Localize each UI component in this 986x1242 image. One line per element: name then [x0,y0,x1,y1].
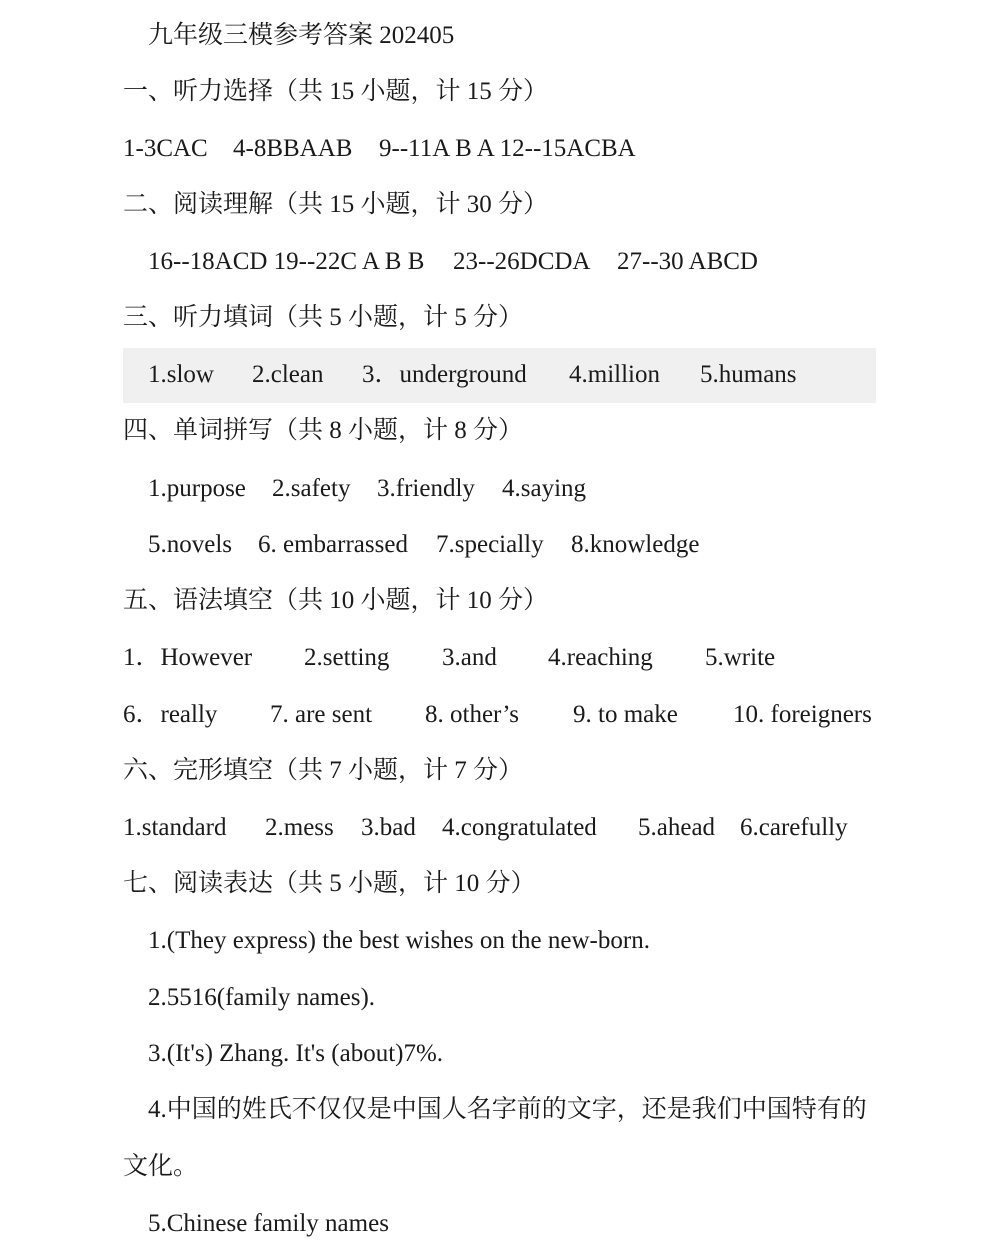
answer-item: 1．However [123,644,253,671]
answer-item: 6.carefully [740,814,848,841]
answer-item: 4.million [569,361,660,388]
answer-item: 8.knowledge [571,531,700,558]
answer-line: 3.(It's) Zhang. It's (about)7%. [148,1040,444,1067]
section-heading-listening-fill: 三、听力填词（共 5 小题，计 5 分） [123,304,524,331]
answer-item: 2.clean [252,361,324,388]
answer-item: 5.novels [148,531,233,558]
section-heading-reading: 二、阅读理解（共 15 小题，计 30 分） [123,191,549,218]
answer-item: 2.mess [265,814,334,841]
answer-line: 5.Chinese family names [148,1210,389,1237]
answer-item: 5.write [705,644,776,671]
answer-item: 6．really [123,701,218,728]
answer-item: 7.specially [436,531,544,558]
answer-item: 8. other’s [425,701,519,728]
answer-item: 16--18ACD 19--22C A B B [148,248,425,275]
section-heading-reading-expression: 七、阅读表达（共 5 小题，计 10 分） [123,870,536,897]
answer-line: 4.中国的姓氏不仅仅是中国人名字前的文字，还是我们中国特有的 [148,1096,867,1123]
answer-item: 3．underground [362,361,527,388]
section-heading-cloze: 六、完形填空（共 7 小题，计 7 分） [123,757,524,784]
answer-item: 4.congratulated [442,814,597,841]
answer-item: 4-8BBAAB [233,135,353,162]
answer-line: 文化。 [123,1153,199,1180]
answer-item: 1.purpose [148,475,246,502]
answer-item: 2.setting [304,644,390,671]
section-heading-grammar: 五、语法填空（共 10 小题，计 10 分） [123,587,549,614]
answer-item: 9. to make [573,701,678,728]
section-heading-spelling: 四、单词拼写（共 8 小题，计 8 分） [123,417,524,444]
section-heading-listening-choice: 一、听力选择（共 15 小题，计 15 分） [123,78,549,105]
answer-item: 5.ahead [638,814,716,841]
answer-line: 1.(They express) the best wishes on the new-born. [148,927,650,954]
answer-item: 4.reaching [548,644,653,671]
answer-item: 9--11A B A 12--15ACBA [379,135,636,162]
answer-item: 3.friendly [377,475,475,502]
answer-item: 1.standard [123,814,227,841]
answer-item: 2.safety [272,475,351,502]
answer-item: 3.and [442,644,497,671]
answer-item: 1-3CAC [123,135,208,162]
page-title: 九年级三模参考答案 202405 [148,22,455,49]
answer-item: 4.saying [502,475,587,502]
answer-item: 5.humans [700,361,797,388]
answer-item: 23--26DCDA [453,248,591,275]
answer-item: 7. are sent [270,701,373,728]
answer-item: 27--30 ABCD [617,248,758,275]
answer-item: 1.slow [148,361,214,388]
answer-item: 10. foreigners [733,701,872,728]
answer-item: 3.bad [361,814,416,841]
answer-line: 2.5516(family names). [148,984,376,1011]
answer-item: 6. embarrassed [258,531,408,558]
